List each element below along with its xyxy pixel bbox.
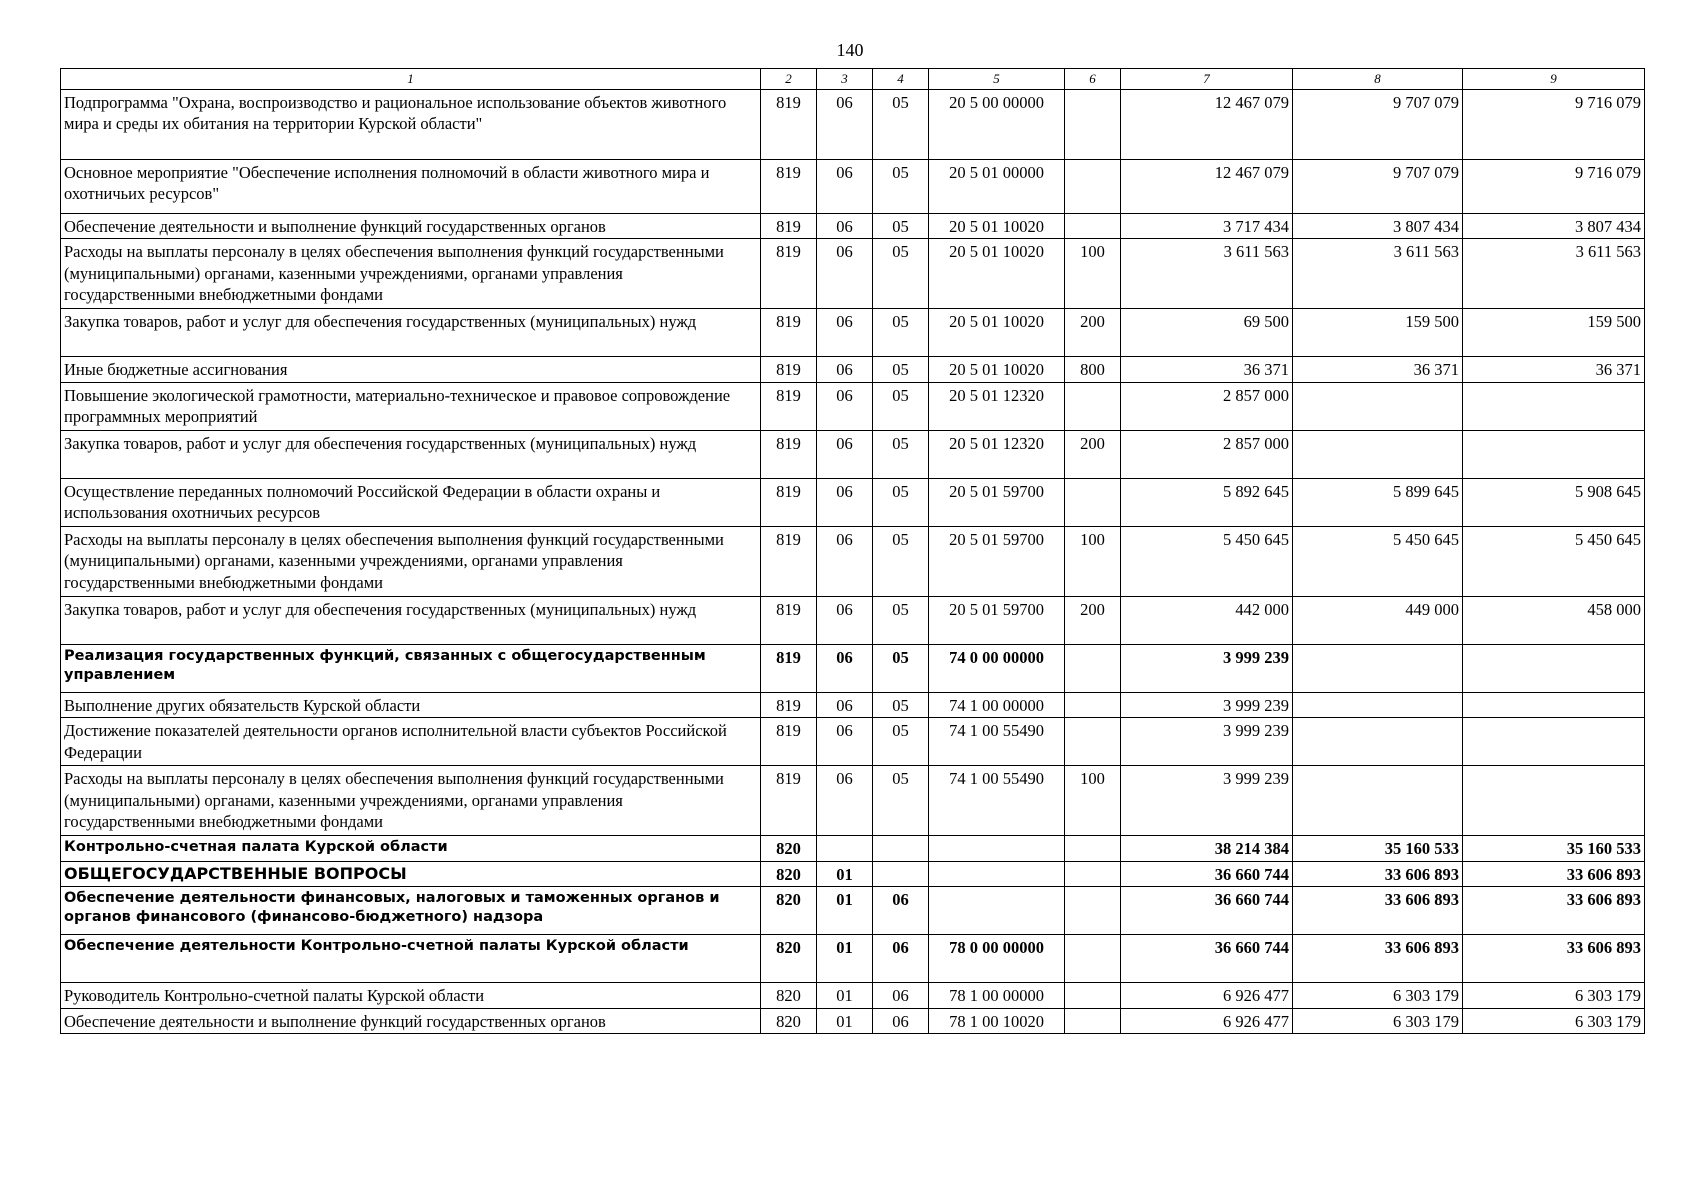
amount-year-3 — [1463, 766, 1645, 836]
amount-year-2 — [1293, 430, 1463, 478]
section-code: 06 — [817, 430, 873, 478]
row-name: Закупка товаров, работ и услуг для обеспечения государственных (муниципальных) нужд — [61, 596, 761, 644]
section-code — [817, 836, 873, 861]
row-name: Руководитель Контрольно-счетной палаты Курской области — [61, 983, 761, 1008]
expense-type-code — [1065, 692, 1121, 717]
ministry-code: 819 — [761, 214, 817, 239]
target-article-code: 20 5 01 59700 — [929, 478, 1065, 526]
table-row — [61, 382, 1645, 430]
table-row — [61, 861, 1645, 886]
subsection-code: 05 — [873, 239, 929, 309]
table-row — [61, 692, 1645, 717]
row-name: Подпрограмма "Охрана, воспроизводство и рациональное использование объектов животного мира и среды их обитания на территории Курской области" — [61, 90, 761, 160]
row-name: Закупка товаров, работ и услуг для обеспечения государственных (муниципальных) нужд — [61, 430, 761, 478]
amount-year-2 — [1293, 644, 1463, 692]
amount-year-3 — [1463, 692, 1645, 717]
amount-year-2: 6 303 179 — [1293, 983, 1463, 1008]
section-code: 06 — [817, 644, 873, 692]
ministry-code: 819 — [761, 90, 817, 160]
row-name: Осуществление переданных полномочий Российской Федерации в области охраны и использования охотничьих ресурсов — [61, 478, 761, 526]
amount-year-2: 449 000 — [1293, 596, 1463, 644]
section-code: 06 — [817, 382, 873, 430]
table-row — [61, 214, 1645, 239]
table-body — [61, 90, 1645, 1034]
expense-type-code — [1065, 887, 1121, 935]
ministry-code: 820 — [761, 887, 817, 935]
subsection-code: 05 — [873, 382, 929, 430]
amount-year-2 — [1293, 382, 1463, 430]
row-name: Основное мероприятие "Обеспечение исполнения полномочий в области животного мира и охотничьих ресурсов" — [61, 160, 761, 214]
target-article-code: 74 1 00 55490 — [929, 766, 1065, 836]
amount-year-1: 3 999 239 — [1121, 718, 1293, 766]
ministry-code: 819 — [761, 478, 817, 526]
row-name: Достижение показателей деятельности органов исполнительной власти субъектов Российской Федерации — [61, 718, 761, 766]
amount-year-2 — [1293, 718, 1463, 766]
amount-year-1: 5 892 645 — [1121, 478, 1293, 526]
amount-year-2: 36 371 — [1293, 357, 1463, 382]
row-name: Выполнение других обязательств Курской области — [61, 692, 761, 717]
row-name: Обеспечение деятельности финансовых, налоговых и таможенных органов и органов финансового (финансово-бюджетного) надзора — [61, 887, 761, 935]
subsection-code: 05 — [873, 766, 929, 836]
table-row — [61, 357, 1645, 382]
amount-year-2: 5 899 645 — [1293, 478, 1463, 526]
row-name: ОБЩЕГОСУДАРСТВЕННЫЕ ВОПРОСЫ — [61, 861, 761, 886]
amount-year-3 — [1463, 382, 1645, 430]
amount-year-3 — [1463, 430, 1645, 478]
amount-year-1: 6 926 477 — [1121, 1008, 1293, 1033]
subsection-code: 05 — [873, 90, 929, 160]
table-row — [61, 90, 1645, 160]
amount-year-1: 2 857 000 — [1121, 382, 1293, 430]
table-row — [61, 766, 1645, 836]
ministry-code: 819 — [761, 718, 817, 766]
amount-year-2: 9 707 079 — [1293, 90, 1463, 160]
ministry-code: 819 — [761, 766, 817, 836]
amount-year-3: 36 371 — [1463, 357, 1645, 382]
target-article-code: 20 5 01 12320 — [929, 430, 1065, 478]
amount-year-1: 38 214 384 — [1121, 836, 1293, 861]
ministry-code: 820 — [761, 836, 817, 861]
amount-year-1: 3 717 434 — [1121, 214, 1293, 239]
expense-type-code: 100 — [1065, 766, 1121, 836]
ministry-code: 819 — [761, 160, 817, 214]
expense-type-code — [1065, 861, 1121, 886]
target-article-code: 74 1 00 55490 — [929, 718, 1065, 766]
row-name: Контрольно-счетная палата Курской области — [61, 836, 761, 861]
amount-year-3: 35 160 533 — [1463, 836, 1645, 861]
amount-year-2: 35 160 533 — [1293, 836, 1463, 861]
ministry-code: 819 — [761, 309, 817, 357]
ministry-code: 820 — [761, 983, 817, 1008]
target-article-code — [929, 836, 1065, 861]
table-row — [61, 596, 1645, 644]
expense-type-code — [1065, 90, 1121, 160]
section-code: 06 — [817, 160, 873, 214]
subsection-code: 05 — [873, 357, 929, 382]
subsection-code: 05 — [873, 596, 929, 644]
table-row — [61, 644, 1645, 692]
expense-type-code: 100 — [1065, 526, 1121, 596]
table-row — [61, 239, 1645, 309]
subsection-code: 05 — [873, 692, 929, 717]
amount-year-2: 33 606 893 — [1293, 887, 1463, 935]
expense-type-code — [1065, 718, 1121, 766]
ministry-code: 819 — [761, 239, 817, 309]
amount-year-1: 3 611 563 — [1121, 239, 1293, 309]
target-article-code: 78 1 00 10020 — [929, 1008, 1065, 1033]
expense-type-code — [1065, 644, 1121, 692]
expense-type-code: 100 — [1065, 239, 1121, 309]
amount-year-3: 5 908 645 — [1463, 478, 1645, 526]
section-code: 01 — [817, 1008, 873, 1033]
target-article-code: 78 1 00 00000 — [929, 983, 1065, 1008]
expense-type-code — [1065, 983, 1121, 1008]
column-header: 8 — [1293, 69, 1463, 90]
page-number: 140 — [836, 40, 864, 60]
row-name: Расходы на выплаты персоналу в целях обеспечения выполнения функций государственными (муниципальными) органами, казенными учреждениями, органами управления государственными внебюджетными фондами — [61, 526, 761, 596]
amount-year-3 — [1463, 718, 1645, 766]
target-article-code: 74 1 00 00000 — [929, 692, 1065, 717]
amount-year-1: 5 450 645 — [1121, 526, 1293, 596]
subsection-code: 05 — [873, 644, 929, 692]
target-article-code: 20 5 00 00000 — [929, 90, 1065, 160]
section-code: 06 — [817, 596, 873, 644]
amount-year-1: 442 000 — [1121, 596, 1293, 644]
amount-year-1: 12 467 079 — [1121, 160, 1293, 214]
table-row — [61, 430, 1645, 478]
amount-year-2: 3 611 563 — [1293, 239, 1463, 309]
column-header: 5 — [929, 69, 1065, 90]
row-name: Иные бюджетные ассигнования — [61, 357, 761, 382]
row-name: Повышение экологической грамотности, материально-техническое и правовое сопровождение программных мероприятий — [61, 382, 761, 430]
amount-year-2: 3 807 434 — [1293, 214, 1463, 239]
amount-year-3: 3 807 434 — [1463, 214, 1645, 239]
ministry-code: 820 — [761, 1008, 817, 1033]
subsection-code: 05 — [873, 718, 929, 766]
amount-year-1: 3 999 239 — [1121, 644, 1293, 692]
amount-year-3: 3 611 563 — [1463, 239, 1645, 309]
section-code: 06 — [817, 239, 873, 309]
table-row — [61, 718, 1645, 766]
table-row — [61, 526, 1645, 596]
target-article-code: 78 0 00 00000 — [929, 935, 1065, 983]
column-header: 1 — [61, 69, 761, 90]
amount-year-2: 5 450 645 — [1293, 526, 1463, 596]
ministry-code: 819 — [761, 526, 817, 596]
ministry-code: 819 — [761, 692, 817, 717]
column-header: 3 — [817, 69, 873, 90]
table-row — [61, 836, 1645, 861]
subsection-code — [873, 861, 929, 886]
target-article-code: 20 5 01 10020 — [929, 214, 1065, 239]
target-article-code — [929, 861, 1065, 886]
amount-year-3 — [1463, 644, 1645, 692]
subsection-code: 06 — [873, 983, 929, 1008]
amount-year-2: 159 500 — [1293, 309, 1463, 357]
row-name: Обеспечение деятельности и выполнение функций государственных органов — [61, 1008, 761, 1033]
section-code: 01 — [817, 935, 873, 983]
row-name: Обеспечение деятельности Контрольно-счетной палаты Курской области — [61, 935, 761, 983]
ministry-code: 819 — [761, 357, 817, 382]
amount-year-3: 6 303 179 — [1463, 1008, 1645, 1033]
amount-year-3: 33 606 893 — [1463, 887, 1645, 935]
section-code: 06 — [817, 692, 873, 717]
row-name: Реализация государственных функций, связанных с общегосударственным управлением — [61, 644, 761, 692]
amount-year-2: 6 303 179 — [1293, 1008, 1463, 1033]
row-name: Расходы на выплаты персоналу в целях обеспечения выполнения функций государственными (муниципальными) органами, казенными учреждениями, органами управления государственными внебюджетными фондами — [61, 239, 761, 309]
amount-year-1: 6 926 477 — [1121, 983, 1293, 1008]
amount-year-3: 5 450 645 — [1463, 526, 1645, 596]
row-name: Закупка товаров, работ и услуг для обеспечения государственных (муниципальных) нужд — [61, 309, 761, 357]
expense-type-code — [1065, 935, 1121, 983]
row-name: Обеспечение деятельности и выполнение функций государственных органов — [61, 214, 761, 239]
column-header: 9 — [1463, 69, 1645, 90]
amount-year-1: 36 660 744 — [1121, 935, 1293, 983]
ministry-code: 820 — [761, 935, 817, 983]
amount-year-3: 33 606 893 — [1463, 861, 1645, 886]
amount-year-3: 9 716 079 — [1463, 160, 1645, 214]
section-code: 06 — [817, 90, 873, 160]
target-article-code: 20 5 01 00000 — [929, 160, 1065, 214]
amount-year-3: 33 606 893 — [1463, 935, 1645, 983]
ministry-code: 819 — [761, 430, 817, 478]
amount-year-1: 2 857 000 — [1121, 430, 1293, 478]
expense-type-code — [1065, 382, 1121, 430]
expense-type-code — [1065, 836, 1121, 861]
expense-type-code: 200 — [1065, 596, 1121, 644]
target-article-code: 20 5 01 12320 — [929, 382, 1065, 430]
expense-type-code: 200 — [1065, 309, 1121, 357]
target-article-code — [929, 887, 1065, 935]
subsection-code: 06 — [873, 1008, 929, 1033]
subsection-code: 05 — [873, 526, 929, 596]
section-code: 06 — [817, 766, 873, 836]
subsection-code: 06 — [873, 887, 929, 935]
target-article-code: 20 5 01 10020 — [929, 309, 1065, 357]
expense-type-code — [1065, 160, 1121, 214]
ministry-code: 820 — [761, 861, 817, 886]
table-row — [61, 983, 1645, 1008]
section-code: 06 — [817, 309, 873, 357]
section-code: 01 — [817, 861, 873, 886]
subsection-code: 06 — [873, 935, 929, 983]
table-row — [61, 478, 1645, 526]
section-code: 06 — [817, 478, 873, 526]
table-row — [61, 309, 1645, 357]
target-article-code: 20 5 01 59700 — [929, 596, 1065, 644]
amount-year-2: 33 606 893 — [1293, 935, 1463, 983]
row-name: Расходы на выплаты персоналу в целях обеспечения выполнения функций государственными (муниципальными) органами, казенными учреждениями, органами управления государственными внебюджетными фондами — [61, 766, 761, 836]
amount-year-1: 36 371 — [1121, 357, 1293, 382]
section-code: 06 — [817, 526, 873, 596]
subsection-code: 05 — [873, 214, 929, 239]
amount-year-1: 36 660 744 — [1121, 861, 1293, 886]
amount-year-3: 9 716 079 — [1463, 90, 1645, 160]
column-header: 6 — [1065, 69, 1121, 90]
ministry-code: 819 — [761, 382, 817, 430]
target-article-code: 74 0 00 00000 — [929, 644, 1065, 692]
expense-type-code: 200 — [1065, 430, 1121, 478]
ministry-code: 819 — [761, 644, 817, 692]
section-code: 01 — [817, 887, 873, 935]
section-code: 06 — [817, 214, 873, 239]
column-number-row — [61, 69, 1645, 90]
amount-year-2 — [1293, 692, 1463, 717]
subsection-code: 05 — [873, 430, 929, 478]
column-header: 7 — [1121, 69, 1293, 90]
expense-type-code — [1065, 1008, 1121, 1033]
subsection-code: 05 — [873, 478, 929, 526]
ministry-code: 819 — [761, 596, 817, 644]
target-article-code: 20 5 01 59700 — [929, 526, 1065, 596]
table-row — [61, 1008, 1645, 1033]
table-row — [61, 160, 1645, 214]
amount-year-1: 36 660 744 — [1121, 887, 1293, 935]
amount-year-2 — [1293, 766, 1463, 836]
section-code: 06 — [817, 357, 873, 382]
amount-year-1: 3 999 239 — [1121, 692, 1293, 717]
expense-type-code — [1065, 214, 1121, 239]
table-row — [61, 887, 1645, 935]
amount-year-2: 9 707 079 — [1293, 160, 1463, 214]
amount-year-1: 69 500 — [1121, 309, 1293, 357]
subsection-code: 05 — [873, 160, 929, 214]
amount-year-3: 458 000 — [1463, 596, 1645, 644]
target-article-code: 20 5 01 10020 — [929, 357, 1065, 382]
amount-year-1: 3 999 239 — [1121, 766, 1293, 836]
subsection-code — [873, 836, 929, 861]
target-article-code: 20 5 01 10020 — [929, 239, 1065, 309]
column-header: 2 — [761, 69, 817, 90]
table-row — [61, 935, 1645, 983]
expense-type-code — [1065, 478, 1121, 526]
expense-type-code: 800 — [1065, 357, 1121, 382]
amount-year-1: 12 467 079 — [1121, 90, 1293, 160]
amount-year-3: 159 500 — [1463, 309, 1645, 357]
budget-table — [60, 68, 1645, 1034]
subsection-code: 05 — [873, 309, 929, 357]
section-code: 06 — [817, 718, 873, 766]
column-header: 4 — [873, 69, 929, 90]
amount-year-3: 6 303 179 — [1463, 983, 1645, 1008]
amount-year-2: 33 606 893 — [1293, 861, 1463, 886]
section-code: 01 — [817, 983, 873, 1008]
